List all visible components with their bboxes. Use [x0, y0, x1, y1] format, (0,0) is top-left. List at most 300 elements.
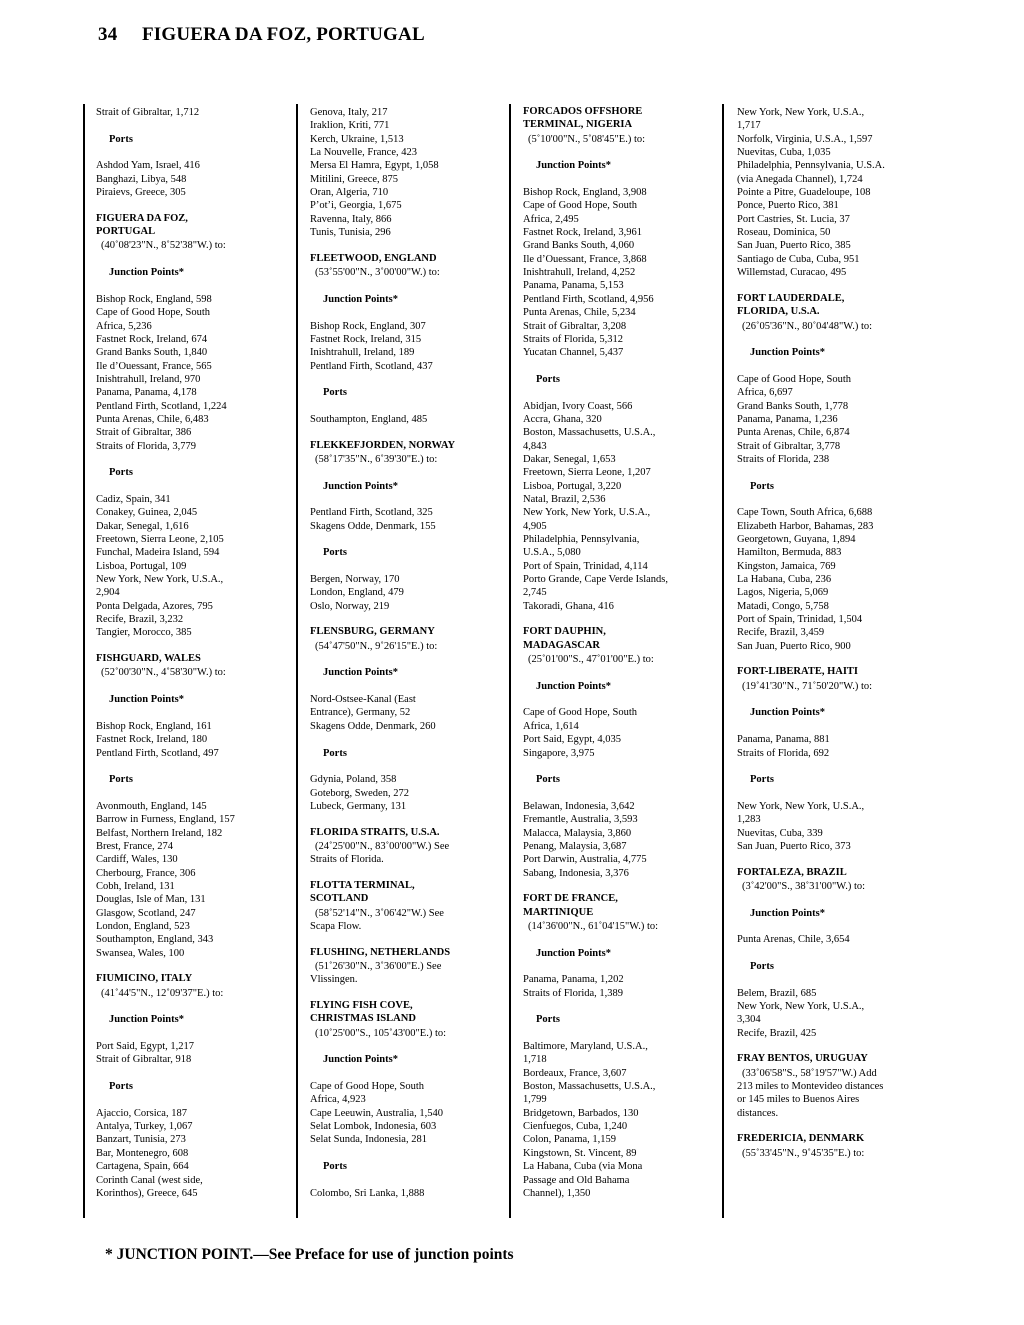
entry: Cape of Good Hope, South: [310, 1081, 425, 1093]
entry: La Habana, Cuba (via Mona: [523, 1161, 643, 1173]
entry: Bishop Rock, England, 3,908: [523, 187, 647, 199]
port-heading: FORT DE FRANCE,: [523, 893, 618, 905]
entry: Grand Banks South, 1,840: [96, 347, 208, 359]
entry: Matadi, Congo, 5,758: [737, 600, 829, 612]
entry: 213 miles to Montevideo distances: [737, 1081, 884, 1093]
entry: Kerch, Ukraine, 1,513: [310, 133, 404, 145]
entry: Port Darwin, Australia, 4,775: [523, 854, 647, 866]
entry: Pointe a Pitre, Guadeloupe, 108: [737, 187, 871, 199]
spacer: [737, 493, 885, 506]
entry: Freetown, Sierra Leone, 1,207: [523, 467, 651, 479]
coordinates: (14˚36'00"N., 61˚04'15"W.) to:: [528, 920, 659, 932]
entry: New York, New York, U.S.A.,: [96, 574, 224, 586]
entry: New York, New York, U.S.A.,: [737, 1001, 865, 1013]
entry: Boston, Massachusetts, U.S.A.,: [523, 427, 656, 439]
entry: Philadelphia, Pennsylvania,: [523, 534, 640, 545]
spacer: [310, 279, 455, 292]
section-label: Ports: [750, 480, 774, 492]
port-heading: FISHGUARD, WALES: [96, 653, 201, 665]
entry: Dakar, Senegal, 1,616: [96, 520, 189, 532]
entry: Willemstad, Curacao, 495: [737, 267, 847, 279]
section-label: Ports: [750, 961, 774, 972]
entry: Nord-Ostsee-Kanal (East: [310, 694, 416, 706]
entry: Strait of Gibraltar, 3,208: [523, 320, 627, 332]
spacer: [523, 960, 668, 973]
section-label: Junction Points*: [536, 160, 611, 172]
spacer: [523, 760, 668, 773]
entry: Belfast, Northern Ireland, 182: [96, 827, 223, 839]
section-label: Ports: [109, 467, 133, 479]
port-heading: FIUMICINO, ITALY: [96, 973, 193, 985]
spacer: [737, 853, 885, 866]
entry: Colombo, Sri Lanka, 1,888: [310, 1187, 425, 1199]
port-heading: FORTALEZA, BRAZIL: [737, 866, 847, 878]
entry: Ile d’Ouessant, France, 565: [96, 360, 212, 372]
port-heading: PORTUGAL: [96, 226, 156, 238]
entry: Africa, 6,697: [737, 387, 793, 399]
entry: Skagens Odde, Denmark, 155: [310, 520, 436, 532]
section-label: Junction Points*: [109, 267, 184, 279]
entry: Freetown, Sierra Leone, 2,105: [96, 534, 224, 545]
entry: Grand Banks South, 1,778: [737, 400, 849, 412]
section-label: Junction Points*: [750, 347, 825, 359]
entry: Kingston, Jamaica, 769: [737, 560, 836, 572]
section-label: Junction Points*: [323, 667, 398, 679]
section-label: Junction Points*: [323, 480, 398, 492]
entry: Cape of Good Hope, South: [737, 373, 852, 385]
spacer: [96, 119, 235, 132]
spacer: [737, 279, 885, 292]
entry: Bar, Montenegro, 608: [96, 1147, 189, 1159]
spacer: [523, 933, 668, 946]
spacer: [310, 426, 455, 439]
entry: 1,717: [737, 120, 761, 132]
entry: or 145 miles to Buenos Aires: [737, 1094, 860, 1106]
spacer: [737, 787, 885, 800]
entry: Skagens Odde, Denmark, 260: [310, 720, 436, 732]
section-label: Junction Points*: [750, 707, 825, 719]
entry: Yucatan Channel, 5,437: [523, 347, 624, 359]
entry: Elizabeth Harbor, Bahamas, 283: [737, 520, 874, 532]
entry: Recife, Brazil, 3,459: [737, 627, 825, 639]
spacer: [96, 453, 235, 466]
entry: Philadelphia, Pennsylvania, U.S.A.: [737, 160, 885, 172]
coordinates: (41˚44'5"N., 12˚09'37"E.) to:: [101, 987, 224, 999]
entry: Cadiz, Spain, 341: [96, 493, 171, 505]
entry: New York, New York, U.S.A.,: [523, 507, 651, 519]
entry: 3,304: [737, 1014, 761, 1026]
page-number: 34: [98, 24, 118, 45]
entry: Inishtrahull, Ireland, 189: [310, 347, 415, 359]
entry: Pentland Firth, Scotland, 325: [310, 507, 433, 519]
coordinates: (26˚05'36"N., 80˚04'48"W.) to:: [742, 320, 873, 332]
entry: Bishop Rock, England, 598: [96, 293, 212, 305]
entry: Port Said, Egypt, 1,217: [96, 1041, 195, 1053]
coordinates: (24˚25'00"N., 83˚00'00"W.) See: [315, 840, 450, 852]
spacer: [737, 466, 885, 479]
entry: Mitilini, Greece, 875: [310, 173, 399, 185]
section-label: Ports: [536, 774, 560, 786]
spacer: [310, 1040, 455, 1053]
entry: Pentland Firth, Scotland, 497: [96, 747, 219, 759]
entry: Panama, Panama, 1,202: [523, 974, 624, 986]
entry: Iraklion, Kriti, 771: [310, 120, 390, 132]
entry: Antalya, Turkey, 1,067: [96, 1121, 193, 1133]
port-heading: TERMINAL, NIGERIA: [523, 119, 633, 131]
entry: Africa, 4,923: [310, 1094, 366, 1106]
port-heading: FLUSHING, NETHERLANDS: [310, 946, 451, 958]
footer-note: * JUNCTION POINT.—See Preface for use of junction points: [105, 1246, 514, 1263]
port-heading: FLOTTA TERMINAL,: [310, 879, 415, 891]
entry: Genova, Italy, 217: [310, 107, 388, 118]
entry: Channel), 1,350: [523, 1187, 591, 1199]
entry: Cobh, Ireland, 131: [96, 880, 175, 892]
spacer: [737, 760, 885, 773]
entry: Cartagena, Spain, 664: [96, 1161, 189, 1173]
entry: Recife, Brazil, 3,232: [96, 614, 184, 626]
entry: Oran, Algeria, 710: [310, 187, 389, 199]
spacer: [523, 693, 668, 706]
entry: distances.: [737, 1107, 779, 1119]
spacer: [96, 480, 235, 493]
entry: Georgetown, Guyana, 1,894: [737, 534, 856, 545]
entry: Vlissingen.: [310, 974, 358, 986]
entry: Strait of Gibraltar, 1,712: [96, 107, 200, 118]
entry: Punta Arenas, Chile, 6,483: [96, 413, 209, 425]
section-label: Ports: [109, 774, 133, 786]
spacer: [737, 1120, 885, 1133]
spacer: [310, 760, 455, 773]
entry: Kingstown, St. Vincent, 89: [523, 1147, 637, 1159]
spacer: [310, 306, 455, 319]
spacer: [310, 373, 455, 386]
spacer: [737, 947, 885, 960]
spacer: [310, 613, 455, 626]
entry: Oslo, Norway, 219: [310, 600, 390, 612]
entry: Straits of Florida.: [310, 854, 384, 866]
entry: Hamilton, Bermuda, 883: [737, 547, 842, 559]
port-heading: FLORIDA, U.S.A.: [737, 306, 820, 318]
entry: 1,283: [737, 814, 761, 826]
spacer: [96, 146, 235, 159]
entry: La Nouvelle, France, 423: [310, 147, 418, 159]
entry: Bridgetown, Barbados, 130: [523, 1107, 639, 1119]
section-label: Ports: [323, 387, 347, 399]
column-rule: [296, 104, 298, 1218]
port-heading: SCOTLAND: [310, 893, 369, 905]
entry: (via Anegada Channel), 1,724: [737, 173, 863, 185]
entry: 4,905: [523, 520, 547, 532]
entry: Straits of Florida, 238: [737, 453, 830, 465]
entry: Bordeaux, France, 3,607: [523, 1067, 627, 1079]
section-label: Ports: [323, 1161, 347, 1173]
spacer: [737, 693, 885, 706]
entry: Takoradi, Ghana, 416: [523, 600, 614, 612]
section-label: Ports: [323, 747, 347, 759]
section-label: Ports: [323, 547, 347, 559]
spacer: [310, 466, 455, 479]
spacer: [737, 360, 885, 373]
entry: Cienfuegos, Cuba, 1,240: [523, 1121, 628, 1133]
spacer: [523, 173, 668, 186]
entry: Cherbourg, France, 306: [96, 867, 196, 879]
spacer: [737, 893, 885, 906]
entry: Colon, Panama, 1,159: [523, 1134, 617, 1146]
entry: New York, New York, U.S.A.,: [737, 107, 865, 118]
coordinates: (58˚17'35"N., 6˚39'30"E.) to:: [315, 453, 438, 465]
entry: Straits of Florida, 692: [737, 747, 830, 759]
entry: Cardiff, Wales, 130: [96, 854, 178, 866]
entry: Southampton, England, 343: [96, 934, 214, 946]
entry: Belem, Brazil, 685: [737, 987, 817, 999]
section-label: Ports: [536, 373, 560, 385]
spacer: [310, 813, 455, 826]
entry: Panama, Panama, 5,153: [523, 280, 624, 292]
entry: Ajaccio, Corsica, 187: [96, 1107, 187, 1119]
column-rule: [722, 104, 724, 1218]
entry: Glasgow, Scotland, 247: [96, 907, 196, 919]
column-rule: [83, 104, 85, 1218]
entry: Conakey, Guinea, 2,045: [96, 507, 198, 519]
port-heading: FLORIDA STRAITS, U.S.A.: [310, 826, 440, 838]
section-label: Junction Points*: [536, 947, 611, 959]
coordinates: (19˚41'30"N., 71˚50'20"W.) to:: [742, 680, 873, 692]
spacer: [96, 253, 235, 266]
entry: P’ot’i, Georgia, 1,675: [310, 200, 402, 212]
section-label: Ports: [109, 1081, 133, 1093]
spacer: [310, 653, 455, 666]
entry: Strait of Gibraltar, 918: [96, 1054, 192, 1066]
entry: Lisboa, Portugal, 109: [96, 560, 187, 572]
spacer: [310, 987, 455, 1000]
entry: Port Castries, St. Lucia, 37: [737, 213, 850, 225]
entry: La Habana, Cuba, 236: [737, 574, 832, 586]
entry: Barrow in Furness, England, 157: [96, 814, 235, 826]
spacer: [310, 1174, 455, 1187]
port-heading: FLENSBURG, GERMANY: [310, 626, 435, 638]
entry: Cape Leeuwin, Australia, 1,540: [310, 1107, 443, 1119]
spacer: [523, 787, 668, 800]
spacer: [523, 666, 668, 679]
entry: Nuevitas, Cuba, 1,035: [737, 147, 831, 159]
entry: Lubeck, Germany, 131: [310, 800, 407, 812]
entry: Baltimore, Maryland, U.S.A.,: [523, 1041, 648, 1053]
spacer: [737, 653, 885, 666]
entry: Fremantle, Australia, 3,593: [523, 814, 638, 826]
spacer: [310, 560, 455, 573]
coordinates: (3˚42'00"S., 38˚31'00"W.) to:: [742, 880, 866, 892]
entry: Douglas, Isle of Man, 131: [96, 894, 206, 906]
entry: U.S.A., 5,080: [523, 547, 581, 559]
spacer: [310, 533, 455, 546]
spacer: [310, 493, 455, 506]
entry: 1,799: [523, 1094, 547, 1106]
coordinates: (52˚00'30"N., 4˚58'30"W.) to:: [101, 667, 226, 679]
port-heading: FRAY BENTOS, URUGUAY: [737, 1053, 868, 1065]
column-2: [310, 106, 455, 1200]
entry: Straits of Florida, 1,389: [523, 987, 624, 999]
entry: Southampton, England, 485: [310, 413, 428, 425]
entry: Recife, Brazil, 425: [737, 1027, 817, 1039]
port-heading: FORT-LIBERATE, HAITI: [737, 666, 858, 678]
entry: Panama, Panama, 4,178: [96, 387, 197, 399]
entry: Cape of Good Hope, South: [96, 307, 211, 319]
entry: San Juan, Puerto Rico, 373: [737, 840, 851, 852]
section-label: Ports: [750, 774, 774, 786]
entry: Tunis, Tunisia, 296: [310, 227, 391, 239]
entry: Lisboa, Portugal, 3,220: [523, 480, 622, 492]
coordinates: (54˚47'50"N., 9˚26'15"E.) to:: [315, 640, 438, 652]
entry: Funchal, Madeira Island, 594: [96, 547, 220, 559]
section-label: Junction Points*: [109, 694, 184, 706]
spacer: [96, 199, 235, 212]
entry: Strait of Gibraltar, 386: [96, 427, 192, 439]
entry: 2,904: [96, 587, 120, 599]
spacer: [737, 920, 885, 933]
spacer: [310, 933, 455, 946]
entry: Scapa Flow.: [310, 920, 362, 932]
entry: San Juan, Puerto Rico, 385: [737, 240, 851, 252]
port-heading: FREDERICIA, DENMARK: [737, 1133, 865, 1145]
entry: Piraievs, Greece, 305: [96, 187, 186, 199]
spacer: [523, 880, 668, 893]
port-heading: FORT DAUPHIN,: [523, 626, 606, 638]
entry: 4,843: [523, 440, 547, 452]
entry: Selat Lombok, Indonesia, 603: [310, 1121, 437, 1133]
coordinates: (53˚55'00"N., 3˚00'00"W.) to:: [315, 267, 440, 279]
port-heading: FLEKKEFJORDEN, NORWAY: [310, 439, 456, 451]
entry: Inishtrahull, Ireland, 4,252: [523, 267, 636, 279]
entry: Korinthos), Greece, 645: [96, 1187, 198, 1199]
coordinates: (55˚33'45"N., 9˚45'35"E.) to:: [742, 1147, 865, 1159]
entry: Ashdod Yam, Israel, 416: [96, 160, 200, 172]
port-heading: FIGUERA DA FOZ,: [96, 212, 188, 224]
section-label: Junction Points*: [750, 907, 825, 919]
column-3: [523, 106, 668, 1200]
entry: Ponta Delgada, Azores, 795: [96, 600, 213, 612]
spacer: [96, 1000, 235, 1013]
entry: Accra, Ghana, 320: [523, 413, 602, 425]
entry: Pentland Firth, Scotland, 1,224: [96, 400, 227, 412]
port-heading: FORCADOS OFFSHORE: [523, 106, 643, 117]
coordinates: (5˚10'00"N., 5˚08'45"E.) to:: [528, 133, 646, 145]
coordinates: (58˚52'14"N., 3˚06'42"W.) See: [315, 907, 444, 919]
entry: Corinth Canal (west side,: [96, 1174, 203, 1186]
column-rule: [509, 104, 511, 1218]
entry: Africa, 5,236: [96, 320, 152, 332]
entry: Nuevitas, Cuba, 339: [737, 827, 823, 839]
entry: Panama, Panama, 881: [737, 734, 830, 746]
entry: Punta Arenas, Chile, 6,874: [737, 427, 850, 439]
entry: London, England, 479: [310, 587, 404, 599]
entry: 2,745: [523, 587, 547, 599]
entry: Dakar, Senegal, 1,653: [523, 453, 616, 465]
spacer: [96, 1027, 235, 1040]
spacer: [523, 386, 668, 399]
spacer: [310, 239, 455, 252]
section-label: Junction Points*: [109, 1014, 184, 1026]
entry: Fastnet Rock, Ireland, 180: [96, 734, 208, 746]
spacer: [96, 787, 235, 800]
entry: Panama, Panama, 1,236: [737, 413, 838, 425]
spacer: [96, 1093, 235, 1106]
entry: Sabang, Indonesia, 3,376: [523, 867, 629, 879]
section-label: Junction Points*: [536, 680, 611, 692]
section-label: Junction Points*: [323, 293, 398, 305]
coordinates: (40˚08'23"N., 8˚52'38"W.) to:: [101, 240, 226, 252]
entry: Straits of Florida, 3,779: [96, 440, 197, 452]
entry: Punta Arenas, Chile, 5,234: [523, 307, 636, 319]
entry: Ile d’Ouessant, France, 3,868: [523, 253, 647, 265]
spacer: [96, 706, 235, 719]
entry: Pentland Firth, Scotland, 4,956: [523, 293, 654, 305]
entry: Cape Town, South Africa, 6,688: [737, 507, 873, 519]
spacer: [737, 1040, 885, 1053]
entry: Selat Sunda, Indonesia, 281: [310, 1134, 427, 1146]
entry: Norfolk, Virginia, U.S.A., 1,597: [737, 133, 873, 145]
spacer: [96, 960, 235, 973]
entry: Pentland Firth, Scotland, 437: [310, 360, 433, 372]
spacer: [96, 760, 235, 773]
entry: Passage and Old Bahama: [523, 1174, 630, 1186]
port-heading: MADAGASCAR: [523, 639, 600, 651]
port-heading: MARTINIQUE: [523, 906, 594, 918]
entry: Penang, Malaysia, 3,687: [523, 840, 627, 852]
entry: Port of Spain, Trinidad, 1,504: [737, 614, 863, 626]
spacer: [737, 720, 885, 733]
spacer: [523, 1000, 668, 1013]
spacer: [523, 613, 668, 626]
spacer: [523, 1027, 668, 1040]
coordinates: (51˚26'30"N., 3˚36'00"E.) See: [315, 961, 442, 972]
coordinates: (25˚01'00"S., 47˚01'00"E.) to:: [528, 654, 654, 666]
entry: Lagos, Nigeria, 5,069: [737, 587, 829, 599]
entry: Santiago de Cuba, Cuba, 951: [737, 253, 860, 265]
entry: Bergen, Norway, 170: [310, 574, 400, 586]
entry: San Juan, Puerto Rico, 900: [737, 640, 851, 652]
entry: Straits of Florida, 5,312: [523, 333, 624, 345]
entry: 1,718: [523, 1054, 547, 1066]
entry: Gdynia, Poland, 358: [310, 774, 397, 786]
spacer: [310, 733, 455, 746]
entry: Ponce, Puerto Rico, 381: [737, 200, 839, 212]
page-header: [98, 24, 425, 46]
entry: New York, New York, U.S.A.,: [737, 800, 865, 812]
column-4: [737, 106, 885, 1160]
entry: Natal, Brazil, 2,536: [523, 493, 606, 505]
entry: Goteborg, Sweden, 272: [310, 787, 409, 799]
entry: Bishop Rock, England, 161: [96, 720, 212, 732]
entry: Porto Grande, Cape Verde Islands,: [523, 574, 669, 586]
entry: Fastnet Rock, Ireland, 3,961: [523, 227, 642, 239]
entry: Punta Arenas, Chile, 3,654: [737, 934, 850, 946]
entry: Africa, 2,495: [523, 213, 579, 225]
entry: Grand Banks South, 4,060: [523, 240, 635, 252]
entry: Port of Spain, Trinidad, 4,114: [523, 560, 648, 572]
entry: Ravenna, Italy, 866: [310, 213, 392, 225]
entry: Mersa El Hamra, Egypt, 1,058: [310, 160, 439, 172]
entry: Banzart, Tunisia, 273: [96, 1134, 186, 1146]
entry: Inishtrahull, Ireland, 970: [96, 373, 201, 385]
spacer: [96, 640, 235, 653]
spacer: [523, 146, 668, 159]
entry: Belawan, Indonesia, 3,642: [523, 800, 635, 812]
spacer: [310, 680, 455, 693]
entry: Bishop Rock, England, 307: [310, 320, 426, 332]
spacer: [310, 867, 455, 880]
page-title: FIGUERA DA FOZ, PORTUGAL: [142, 24, 425, 45]
spacer: [310, 1067, 455, 1080]
